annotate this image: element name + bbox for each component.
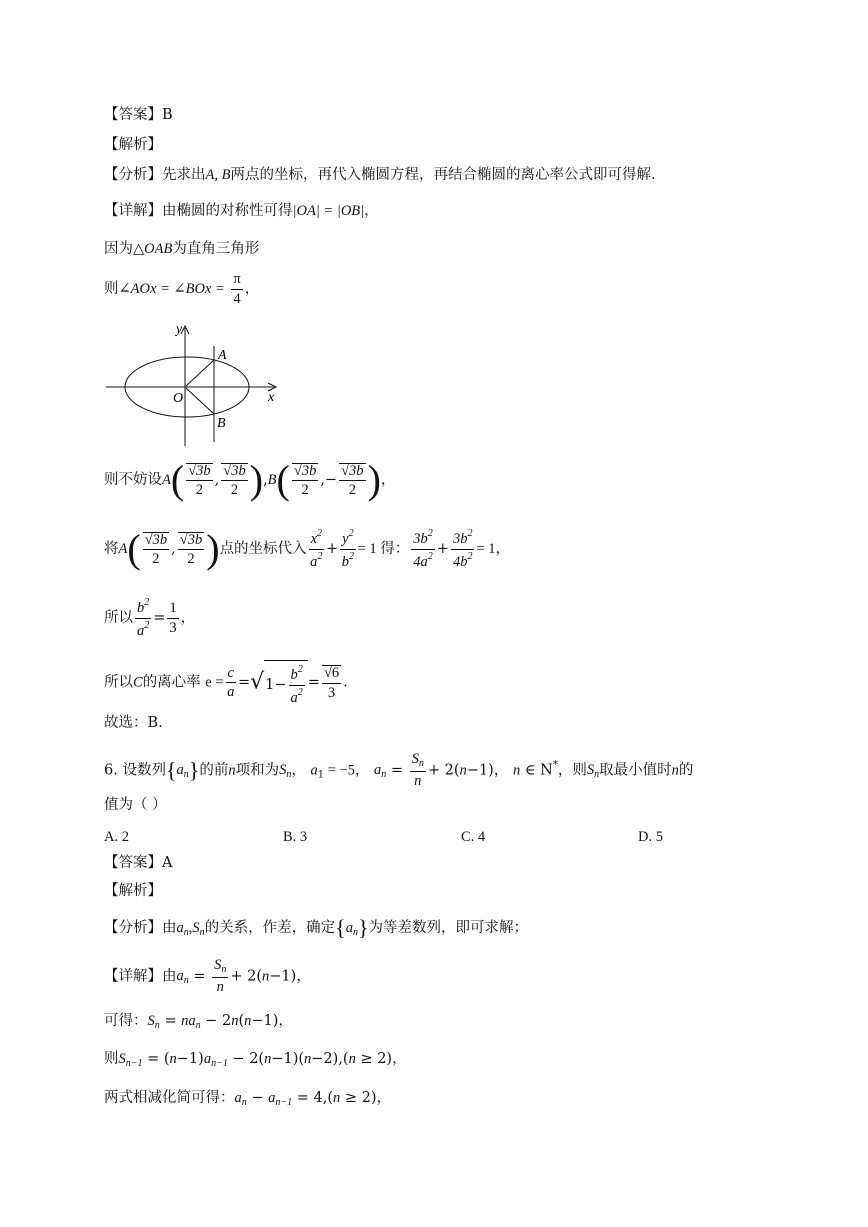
origin-label: O — [173, 391, 184, 406]
ecc-prefix: 所以 — [104, 674, 133, 691]
stem-a: 6. 设数列 — [104, 762, 166, 779]
ze-line: 则$S_{n-1} = (n-1)a_{n-1} - 2(n-1)(n-2),(n \ge 2)$， — [104, 1051, 407, 1069]
ze: 则 — [104, 1051, 119, 1067]
y-label: y — [176, 322, 183, 337]
frac-den: 2 — [195, 482, 204, 498]
xiangjie-line-5 — [104, 204, 379, 219]
ellipse-figure — [100, 320, 290, 450]
ecc-mid: 的离心率 — [142, 674, 201, 691]
let-prefix: 则不妨设 — [104, 472, 162, 488]
let-points-line: 则不妨设A( $\frac{√3b}{2}$ , $\frac{√3b}{2}$ ),B( $\frac{√3b}{2}$ ,− $\frac{√3b}{2}$ )， — [104, 457, 396, 502]
frac-num: √3b — [221, 463, 247, 482]
frac-num: √3b — [339, 463, 365, 482]
segment-ob — [186, 388, 214, 414]
fenxi-rest: 两点的坐标，再代入椭圆方程，再结合椭圆的离心率公式即可得解. — [230, 167, 656, 183]
fenxi-line-6: 【分析】由$a_n,S_n$的关系，作差，确定$\{a_n\}$为等差数列，即可求解； — [104, 915, 528, 940]
comma: ， — [244, 281, 260, 297]
analysis-label-5: 【解析】 — [104, 137, 162, 153]
liangshi: 两式相减化简可得： — [104, 1090, 235, 1106]
point-b-label: B — [217, 416, 226, 431]
because-suffix: 为直角三角形 — [172, 241, 260, 257]
stem-i: 的 — [678, 762, 694, 779]
fenxi-vars: A, B — [205, 167, 231, 183]
comma: ， — [364, 203, 379, 219]
frac-num: √3b — [292, 463, 318, 482]
eq-one: = 1 得： — [357, 541, 410, 557]
eccentricity-line: 所以C的离心率 e = $\frac{c}{a}$ =√1− $\frac{b^2}{a^2}$ = $\frac{√6}{3}$ . — [104, 660, 348, 705]
stem-g: ，则 — [557, 762, 587, 779]
eq-one-b: = 1 — [476, 541, 496, 557]
then-prefix: 则 — [104, 281, 119, 297]
stem-e: ， — [354, 762, 370, 779]
liangshi-line: 两式相减化简可得：$a_n - a_{n-1} = 4,(n \ge 2)$， — [104, 1090, 391, 1108]
stem-d: ， — [291, 762, 306, 779]
then-angle-line — [104, 272, 259, 306]
choose-line-5: 故选：B. — [104, 715, 163, 731]
ecc-c: C — [133, 674, 143, 691]
xiangjie-math: |OA| = |OB| — [292, 203, 365, 219]
xiangjie-text: 【详解】由椭圆的对称性可得 — [104, 203, 293, 219]
fenxi-line-5 — [104, 168, 656, 183]
q6-stem-line2: 值为（ ） — [104, 797, 167, 813]
frac-num: √3b — [186, 463, 212, 482]
answer-label-6: 【答案】A — [104, 855, 173, 871]
keyide: 可得： — [104, 1013, 148, 1029]
stem-f: ， — [493, 762, 509, 779]
xiangjie-line-6: 【详解】由$a_n$ = $\frac{S_n}{n}$ + 2(n−1)， — [104, 957, 311, 995]
then-math: ∠AOx = ∠BOx = — [118, 281, 225, 297]
frac-den: 2 — [301, 482, 309, 498]
x-label: x — [268, 390, 275, 405]
analysis-label-6: 【解析】 — [104, 883, 162, 899]
because-line — [104, 242, 259, 257]
ecc-tail: . — [343, 674, 348, 691]
so-tail: ， — [180, 610, 196, 626]
pi-over-4 — [231, 272, 242, 306]
stem-c: 项和为 — [235, 762, 280, 779]
frac-num: √3b — [143, 532, 169, 551]
stem-h: 取最小值时 — [599, 762, 672, 779]
so-prefix: 所以 — [104, 610, 133, 626]
comma: ， — [495, 541, 510, 557]
frac-num: π — [231, 272, 242, 290]
option-a: A. 2 — [104, 829, 129, 845]
frac-num: √3b — [178, 532, 204, 551]
fenxi-c: 为等差数列，即可求解； — [368, 920, 528, 936]
sub-prefix: 将 — [104, 541, 119, 557]
sub-mid: 点的坐标代入 — [219, 541, 307, 557]
frac-den: 2 — [187, 551, 195, 567]
q6-stem-line1: 6. 设数列$\{a_n\}$的前n项和为$S_n$， $a_1 = -5$， $a_n$ = $\frac{S_n}{n}$ + 2(n−1)， n ∈ N*，则$S_n$取最小值时n的 — [104, 751, 694, 789]
frac-den: 2 — [348, 482, 356, 498]
option-b: B. 3 — [283, 829, 308, 845]
because-prefix: 因为 — [104, 241, 133, 257]
option-c: C. 4 — [461, 829, 486, 845]
frac-den: 2 — [230, 482, 239, 498]
option-d: D. 5 — [638, 829, 663, 845]
fenxi-b: 的关系，作差，确定 — [204, 920, 336, 936]
stem-b: 的前 — [199, 762, 229, 779]
because-math: △OAB — [133, 241, 173, 257]
answer-label-5: 【答案】B — [104, 107, 173, 123]
point-a-label: A — [218, 348, 227, 363]
frac-den: 4 — [233, 290, 241, 307]
segment-oa — [186, 360, 214, 386]
fenxi-a: 【分析】由 — [104, 920, 177, 936]
frac-den: 2 — [152, 551, 160, 567]
substitute-line: 将A( $\frac{√3b}{2}$ , $\frac{√3b}{2}$ )点的坐标代入 $\frac{x^2}{a^2}$ + $\frac{y^2}{b^2}$ = 1 得： $\frac{3b^2}{4a^2}$ + $\frac{3b^2}{4b^2}$ = 1， — [104, 526, 510, 571]
keyide-line: 可得：$S_n = na_n - 2n(n-1)$， — [104, 1013, 293, 1031]
xiangjie-6: 【详解】由 — [104, 968, 177, 985]
comma: ， — [380, 472, 396, 488]
ratio-line: 所以 $\frac{b^2}{a^2}$ = $\frac{1}{3}$ ， — [104, 597, 196, 639]
fenxi-text: 【分析】先求出 — [104, 167, 206, 183]
